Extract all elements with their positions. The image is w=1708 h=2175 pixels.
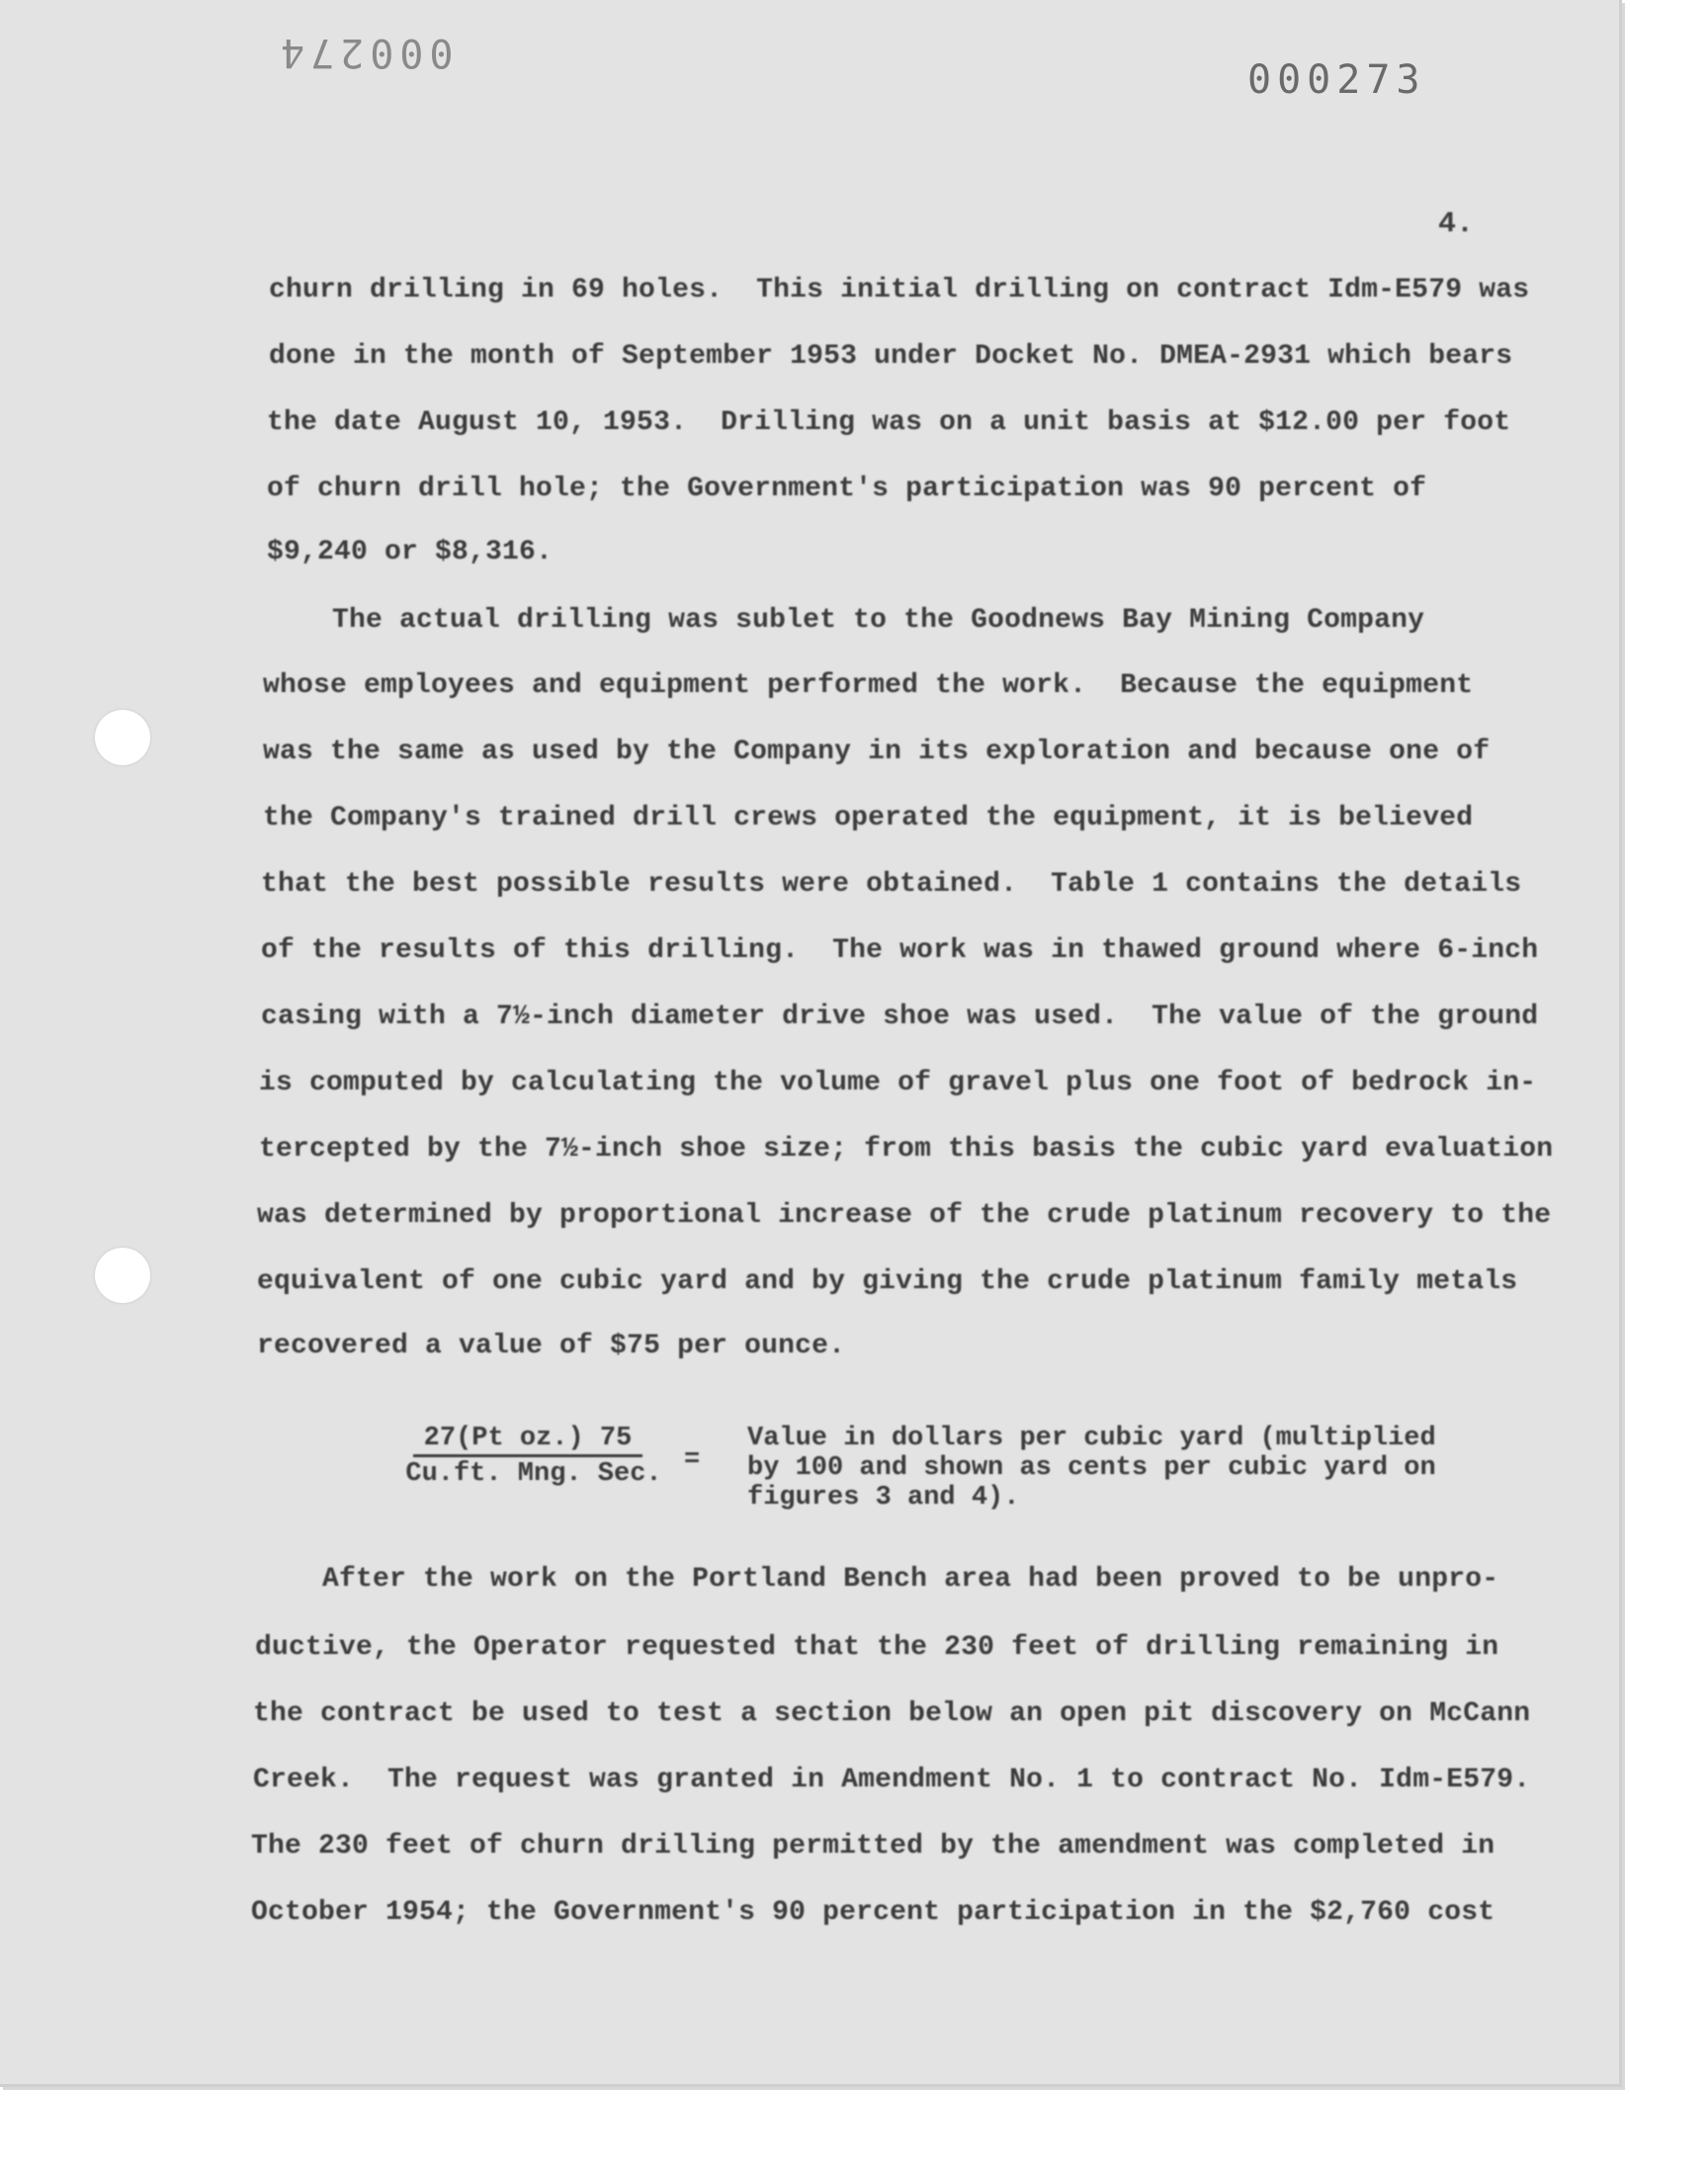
formula-numerator: 27(Pt oz.) 75 bbox=[413, 1424, 642, 1457]
text-line: Creek. The request was granted in Amendment No. 1 to contract No. Idm-E579. bbox=[253, 1765, 1531, 1795]
text-line: is computed by calculating the volume of gravel plus one foot of bedrock in- bbox=[259, 1068, 1537, 1098]
text-line: the contract be used to test a section below an open pit discovery on McCann bbox=[253, 1698, 1531, 1729]
punch-hole-top bbox=[95, 710, 150, 765]
text-line: casing with a 7½-inch diameter drive shoe was used. The value of the ground bbox=[261, 1001, 1539, 1032]
text-line: was determined by proportional increase of the crude platinum recovery to the bbox=[257, 1200, 1552, 1231]
text-line: equivalent of one cubic yard and by giving the crude platinum family metals bbox=[257, 1266, 1518, 1297]
text-line: The actual drilling was sublet to the Goodnews Bay Mining Company bbox=[265, 605, 1425, 636]
formula-equals: = bbox=[684, 1445, 701, 1475]
text-line: October 1954; the Government's 90 percent participation in the $2,760 cost bbox=[251, 1897, 1495, 1928]
text-line: that the best possible results were obtained. Table 1 contains the details bbox=[261, 869, 1522, 900]
formula-result-text: Value in dollars per cubic yard (multiplied by 100 and shown as cents per cubic yard on figures 3 and 4). bbox=[747, 1424, 1436, 1513]
bates-stamp-inverted: 000274 bbox=[275, 30, 454, 75]
text-line: of churn drill hole; the Government's participation was 90 percent of bbox=[267, 474, 1427, 504]
punch-hole-bottom bbox=[95, 1248, 150, 1303]
text-line: The 230 feet of churn drilling permitted by the amendment was completed in bbox=[251, 1831, 1495, 1862]
bates-stamp: 000273 bbox=[1247, 57, 1426, 103]
text-line: of the results of this drilling. The work was in thawed ground where 6-inch bbox=[261, 935, 1539, 966]
text-line: ductive, the Operator requested that the 230 feet of drilling remaining in bbox=[255, 1632, 1499, 1663]
text-line: $9,240 or $8,316. bbox=[267, 537, 554, 567]
text-line: done in the month of September 1953 under Docket No. DMEA-2931 which bears bbox=[269, 341, 1513, 372]
page-number: 4. bbox=[1438, 208, 1475, 241]
text-line: After the work on the Portland Bench area had been proved to be unpro- bbox=[255, 1564, 1499, 1595]
text-line: churn drilling in 69 holes. This initial drilling on contract Idm-E579 was bbox=[269, 275, 1530, 305]
text-line: recovered a value of $75 per ounce. bbox=[257, 1331, 846, 1361]
formula-denominator: Cu.ft. Mng. Sec. bbox=[405, 1459, 662, 1489]
text-line: tercepted by the 7½-inch shoe size; from this basis the cubic yard evaluation bbox=[259, 1134, 1554, 1165]
formula-fraction bbox=[395, 1424, 672, 1489]
text-line: whose employees and equipment performed the work. Because the equipment bbox=[263, 670, 1474, 701]
text-line: was the same as used by the Company in its exploration and because one of bbox=[263, 737, 1491, 767]
text-line: the Company's trained drill crews operated the equipment, it is believed bbox=[263, 803, 1474, 833]
text-line: the date August 10, 1953. Drilling was on a unit basis at $12.00 per foot bbox=[267, 407, 1511, 438]
